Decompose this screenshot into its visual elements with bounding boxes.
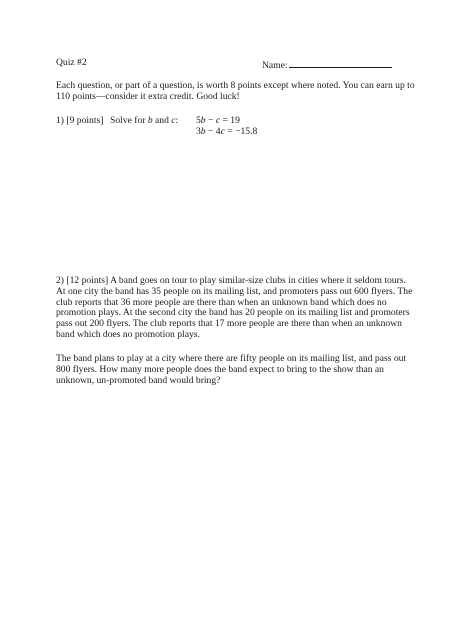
equation-2: 3b − 4c = −15.8 [196,125,258,137]
question-1-number-points: 1) [9 points] [56,115,104,126]
question-2-followup: The band plans to play at a city where there are fifty people on its mailing list, and pass out 800 flyers. How many more people does the band expect to bring to the show than an unknown, un-promoted band would bring? [56,353,407,386]
name-label: Name: [262,60,288,71]
question-1-prompt: Solve for b and c: [110,115,179,126]
intro-instructions: Each question, or part of a question, is worth 8 points except where noted. You can earn up to 110 points—consider it extra credit. Good luck! [56,80,415,102]
name-field-group [262,57,392,71]
quiz-header [56,57,396,71]
question-2-text: 2) [12 points] A band goes on tour to play similar-size clubs in cities where it seldom tours. At one city the band has 35 people on its mailing list, and promoters pass out 600 flyers. The club reports that 36 more people are there than when an unknown band which does no promotion plays. At the second city the band has 20 people on its mailing list and promoters pass out 200 flyers. The club reports that 17 more people are there than when an unknown band which does no promotion plays. [56,275,413,340]
quiz-title: Quiz #2 [56,57,87,68]
name-blank-line [289,57,392,68]
equation-1: 5b − c = 19 [196,115,240,126]
question-1-equations [196,116,257,138]
